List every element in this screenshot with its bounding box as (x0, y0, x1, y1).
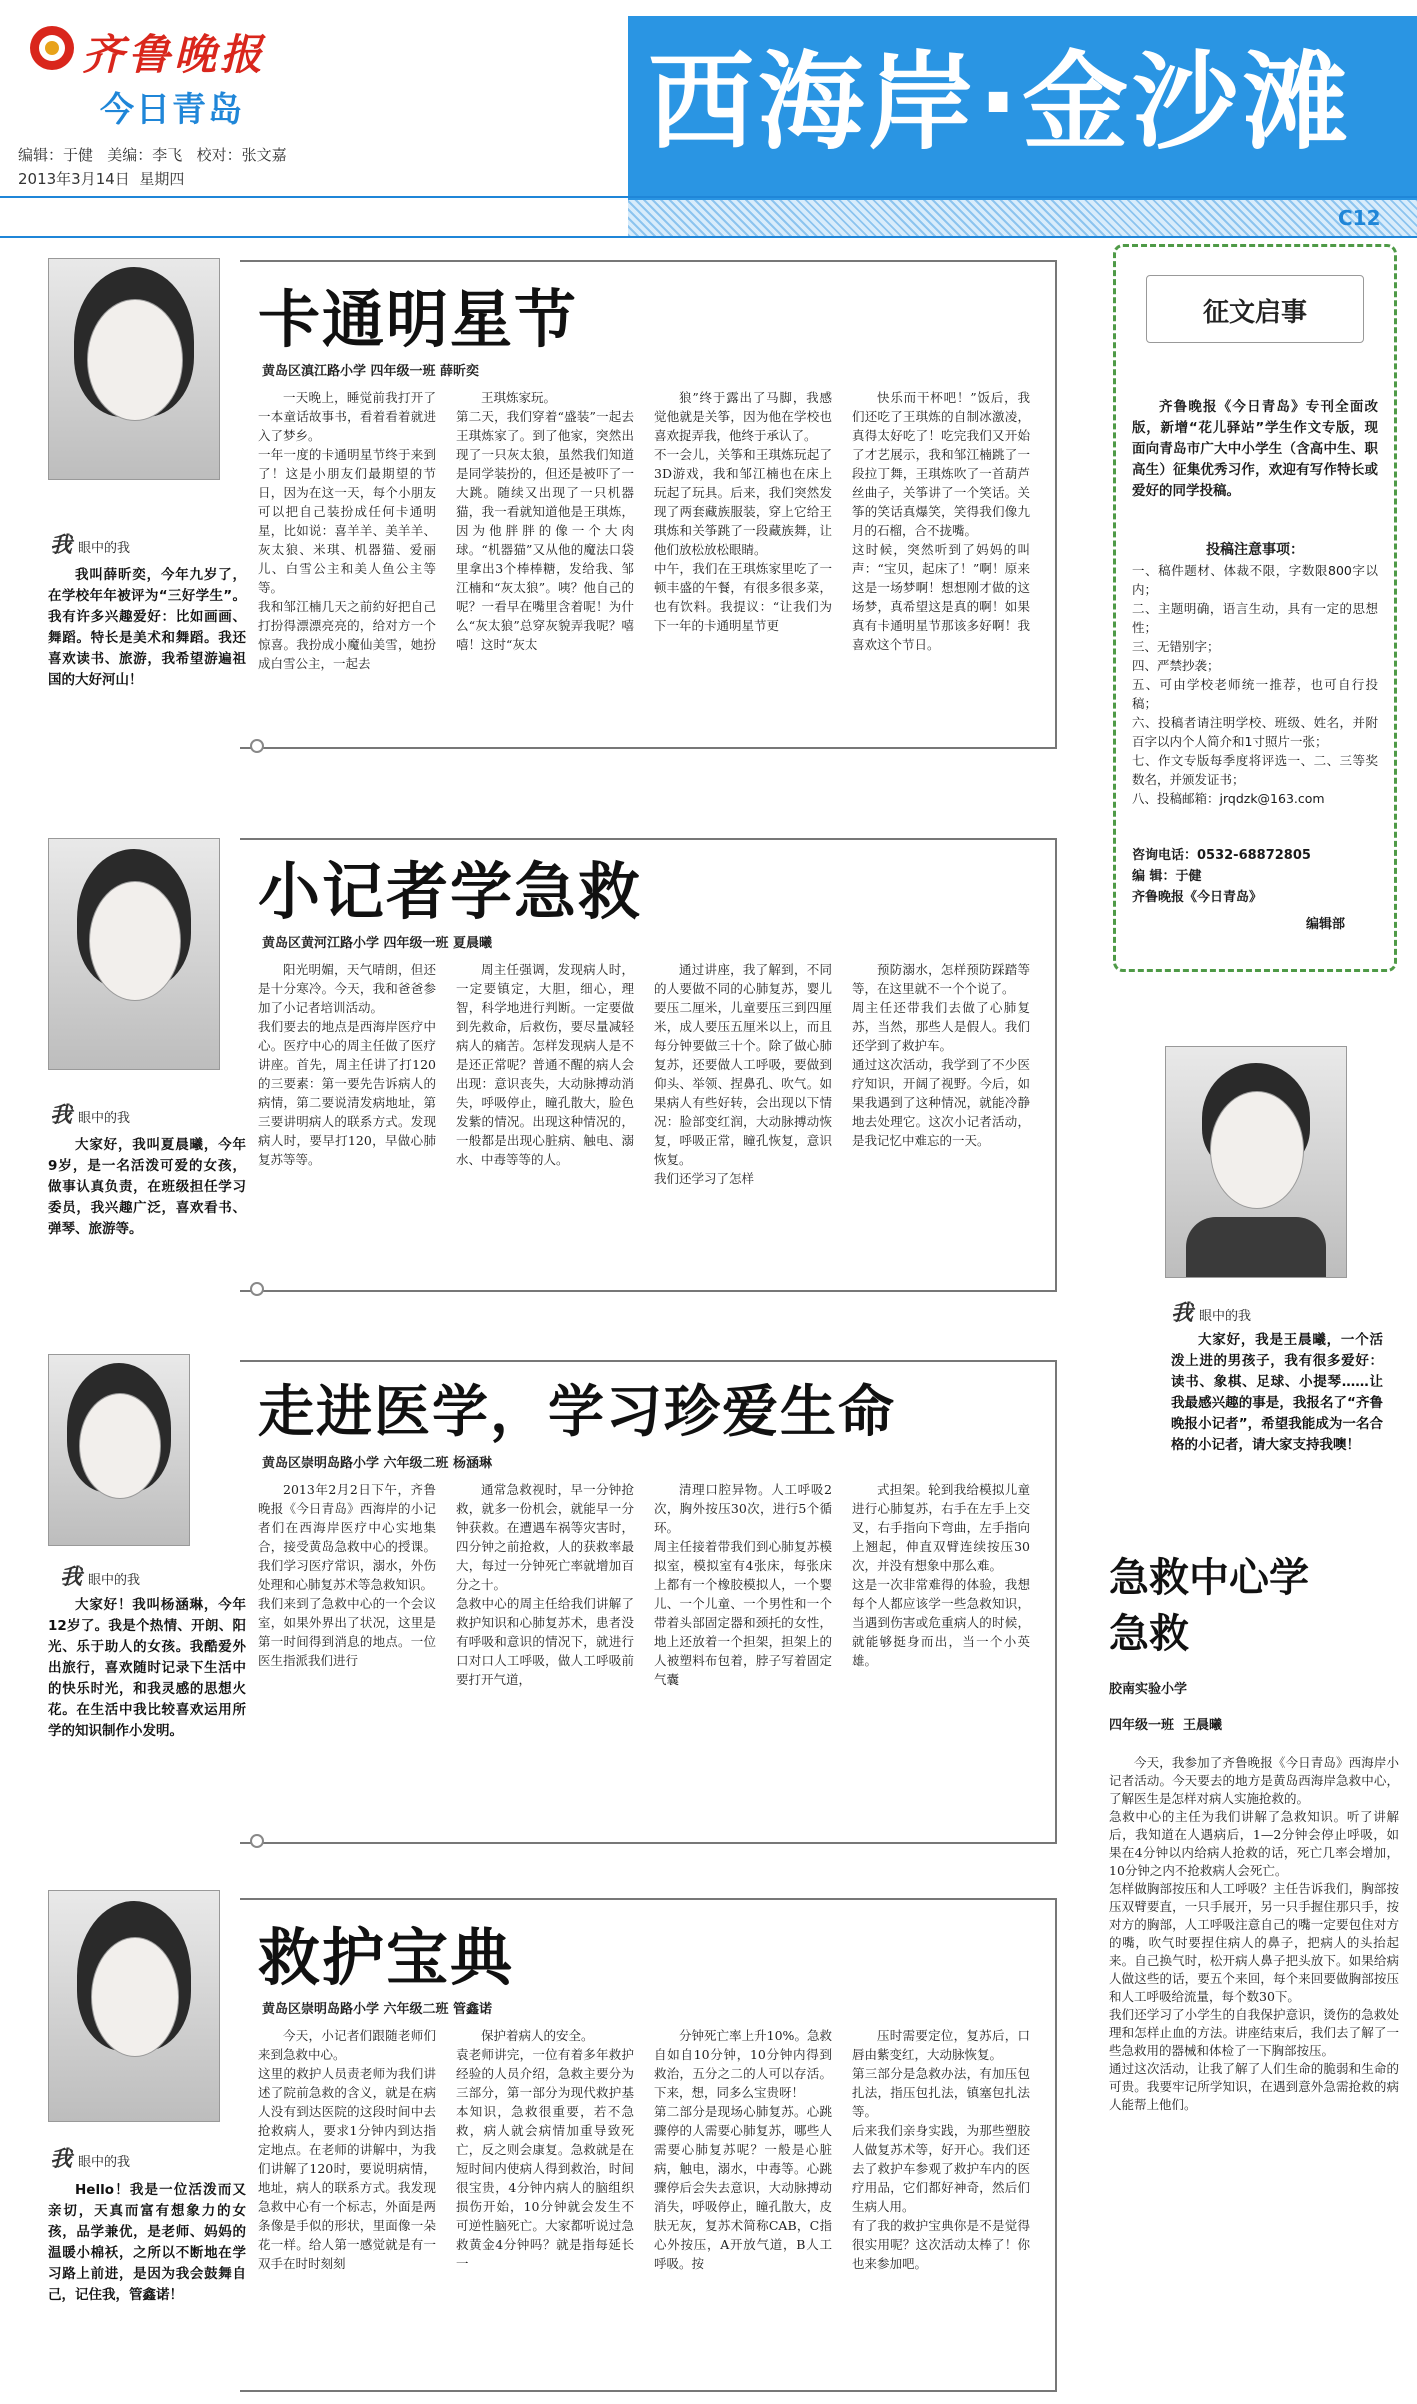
article-column: 通过讲座，我了解到，不同的人要做不同的心肺复苏，婴儿要压二厘米，儿童要压三到四厘米，成人要压五厘米以上，而且每分钟要做三十个。除了做心肺复苏，还要做人工呼吸，要做到仰头、举领、捏鼻孔、吹气。如果病人有些好转，会出现以下情况：脸部变红润，大动脉搏动恢复，呼吸正常，瞳孔恢复，意识恢复。 我们还学习了怎样 (654, 962, 832, 1186)
article-title: 救护宝典 (258, 1921, 515, 1994)
masthead (0, 0, 1417, 240)
author-intro: 我叫薛昕奕，今年九岁了，在学校年年被评为“三好学生”。我有许多兴趣爱好：比如画画、舞蹈。特长是美术和舞蹈。我还喜欢读书、旅游，我希望游遍祖国的大好河山！ (48, 567, 246, 688)
author-photo (48, 838, 220, 1070)
author-intro: Hello！我是一位活泼而又亲切，天真而富有想象力的女孩，品学兼优，是老师、妈妈的温暖小棉袄，之所以不断地在学习路上前进，是因为我会鼓舞自己，记住我，管鑫诺！ (48, 2182, 246, 2303)
header-stripe (628, 200, 1417, 236)
rules-title: 投稿注意事项： (1206, 542, 1304, 558)
article-byline: 黄岛区滇江路小学 四年级一班 薛昕奕 (262, 364, 480, 379)
my-eyes-label: 我眼中的我 (50, 2146, 131, 2172)
article-column: 2013年2月2日下午，齐鲁晚报《今日青岛》西海岸的小记者们在西海岸医疗中心实地集合，接受黄岛急救中心的授课。我们学习医疗常识，溺水，外伤处理和心肺复苏术等急救知识。 我们来到了急救中心的一个会议室，如果外界出了状况，这里是第一时间得到消息的地点。一位医生指派我们进行 (258, 1482, 436, 1668)
article-cartoon-star-festival (0, 240, 1090, 780)
notice-title-box (1146, 275, 1364, 343)
notice-body: 齐鲁晚报《今日青岛》专刊全面改版，新增“花儿驿站”学生作文专版，现面向青岛市广大中小学生（含高中生、职高生）征集优秀习作，欢迎有写作特长或爱好的同学投稿。 (1132, 399, 1378, 499)
editorial-dept: 编辑部 (1306, 917, 1346, 932)
section-header (628, 16, 1417, 200)
newspaper-logo (30, 22, 330, 82)
article-enter-medicine (0, 1340, 1090, 1860)
notice-title: 征文启事 (1202, 298, 1307, 328)
article-column: 预防溺水，怎样预防踩踏等等，在这里就不一个个说了。 周主任还带我们去做了心肺复苏，当然，那些人是假人。我们还学到了救护车。 通过这次活动，我学到了不少医疗知识，开阔了视野。今后，如果我遇到了这种情况，就能冷静地去处理它。这次小记者活动，是我记忆中难忘的一天。 (852, 962, 1030, 1148)
article-column: 周主任强调，发现病人时，一定要镇定，大胆，细心，理智，科学地进行判断。一定要做到先救命，后救伤，要尽量减轻病人的痛苦。怎样发现病人是不是还正常呢？普通不醒的病人会出现：意识丧失，大动脉搏动消失，呼吸停止，瞳孔散大，脸色发紫的情况。出现这种情况的，一般都是出现心脏病、触电、溺水、中毒等等的人。 (456, 962, 634, 1167)
edition-name: 今日青岛 (100, 90, 244, 130)
article-junior-reporter-first-aid (0, 820, 1090, 1310)
author-intro: 大家好！我叫杨涵琳，今年12岁了。我是个热情、开朗、阳光、乐于助人的女孩。我酷爱外出旅行，喜欢随时记录下生活中的快乐时光，和我灵感的思想火花。在生活中我比较喜欢运用所学的知识制作小发明。 (48, 1597, 246, 1739)
article-column: 阳光明媚，天气晴朗，但还是十分寒冷。今天，我和爸爸参加了小记者培训活动。 我们要去的地点是西海岸医疗中心。医疗中心的周主任做了医疗讲座。首先，周主任讲了打120的三要素：第一要先告诉病人的病情，第二要说清发病地址，第三要讲明病人的联系方式。发现病人时，要早打120，早做心肺复苏等等。 (258, 962, 436, 1167)
article-column: 式担架。轮到我给模拟儿童进行心肺复苏，右手在左手上交叉，右手指向下弯曲，左手指向上翘起，伸直双臂连续按压30次，并没有想象中那么难。 这是一次非常难得的体验，我想每个人都应该学一些急救知识，当遇到伤害或危重病人的时候，就能够挺身而出，当一个小英雄。 (852, 1482, 1030, 1668)
frame-bullet-icon (250, 1834, 264, 1848)
article-column: 通常急救视时，早一分钟抢救，就多一份机会，就能早一分钟获救。在遭遇车祸等灾害时，四分钟之前抢救，人的获救率最大，每过一分钟死亡率就增加百分之十。 急救中心的周主任给我们讲解了救护知识和心肺复苏术，患者没有呼吸和意识的情况下，就进行口对口人工呼吸，做人工呼吸前要打开气道， (456, 1482, 634, 1687)
article-column: 保护着病人的安全。 袁老师讲完，一位有着多年救护经验的人员介绍，急救主要分为三部分，第一部分为现代救护基本知识，急救很重要，若不急救，病人就会病情加重导致死亡，反之则会康复。急救就是在短时间内使病人得到救治，时间很宝贵，4分钟内病人的脑组织损伤开始，10分钟就会发生不可逆性脑死亡。大家都听说过急救黄金4分钟吗？就是指每延长一 (456, 2028, 634, 2271)
article-column: 王琪炼家玩。 第二天，我们穿着“盛装”一起去王琪炼家了。到了他家，突然出现了一只灰太狼，虽然我们知道是同学装扮的，但还是被吓了一大跳。随续又出现了一只机器猫，我一看就知道他是王琪炼，因为他胖胖的像一个大肉球。“机器猫”又从他的魔法口袋里拿出3个棒棒糖，发给我、邹江楠和“灰太狼”。咦？他自己的呢？一看早在嘴里含着呢！为什么“灰太狼”总穿灰貌弄我呢？嘻嘻！这时“灰太 (456, 390, 634, 652)
contact-info: 咨询电话：0532-68872805 编 辑：于健 齐鲁晚报《今日青岛》 (1132, 848, 1311, 905)
sidebar-article-byline: 四年级一班 王晨曦 (1109, 1718, 1223, 1733)
submission-notice (1113, 244, 1397, 972)
frame-bullet-icon (250, 1282, 264, 1296)
article-column: 今天，小记者们跟随老师们来到急救中心。 这里的救护人员责老师为我们讲述了院前急救的含义，就是在病人没有到达医院的这段时间中去抢救病人，要求1分钟内到达指定地点。在老师的讲解中，为我们讲解了120时，要说明病情，地址，病人的联系方式。我发现急救中心有一个标志，外面是两条像是手似的形状，里面像一朵花一样。给人第一感觉就是有一双手在时时刻刻 (258, 2028, 436, 2271)
header-rule (0, 196, 1417, 198)
author-photo (48, 258, 220, 480)
sidebar-article-title: 急救中心学急救 (1109, 1555, 1309, 1657)
section-title: 西海岸·金沙滩 (648, 41, 1353, 164)
my-eyes-label: 我眼中的我 (50, 532, 131, 558)
article-title: 小记者学急救 (258, 855, 643, 928)
my-eyes-label: 我眼中的我 (50, 1102, 131, 1128)
author-photo (48, 1354, 190, 1546)
logo-swirl-icon (30, 26, 74, 70)
article-column: 狼”终于露出了马脚，我感觉他就是关筝，因为他在学校也喜欢捉弄我，他终于承认了。 不一会儿，关筝和王琪炼玩起了3D游戏，我和邹江楠也在床上玩起了玩具。后来，我们突然发现了两套藏族服装，穿上它给王琪炼和关筝跳了一段藏族舞，让他们放松放松眼睛。 中午，我们在王琪炼家里吃了一顿丰盛的午餐，有很多很多菜，也有饮料。我提议：“让我们为下一年的卡通明星节更 (654, 390, 832, 633)
my-eyes-label: 我眼中的我 (1171, 1300, 1252, 1326)
my-eyes-label: 我眼中的我 (60, 1564, 141, 1590)
article-column: 清理口腔异物。人工呼吸2次，胸外按压30次，进行5个循环。 周主任接着带我们到心肺复苏模拟室，模拟室有4张床，每张床上都有一个橡胶模拟人，一个婴儿、一个儿童、一个男性和一个带着头部固定器和颈托的女性，地上还放着一个担架，担架上的人被塑料布包着，脖子写着固定气囊 (654, 1482, 832, 1687)
article-byline: 黄岛区崇明岛路小学 六年级二班 管鑫诺 (262, 2002, 493, 2017)
article-column: 压时需要定位，复苏后，口唇由紫变红，大动脉恢复。 第三部分是急救办法，有加压包扎法，指压包扎法，镇塞包扎法等。 后来我们亲身实践，为那些塑胶人做复苏术等，好开心。我们还去了救护车参观了救护车内的医疗用品，它们都好神奇，然后们生病人用。 有了我的救护宝典你是不是觉得很实用呢？这次活动太棒了！你也来参加吧。 (852, 2028, 1030, 2271)
editor-credits: 编辑：于健 美编：李飞 校对：张文嘉 (18, 146, 287, 164)
author-intro: 大家好，我是王晨曦，一个活泼上进的男孩子，我有很多爱好：读书、象棋、足球、小提琴……让我最感兴趣的事是，我报名了“齐鲁晚报小记者”，希望我能成为一名合格的小记者，请大家支持我噢！ (1171, 1332, 1383, 1453)
article-column: 分钟死亡率上升10%。急救自如自10分钟，10分钟内得到救治，五分之二的人可以存活。下来，想，同多么宝贵呀！ 第二部分是现场心肺复苏。心跳骤停的人需要心肺复苏，哪些人需要心肺复苏呢？一般是心脏病，触电，溺水，中毒等。心跳骤停后会失去意识，大动脉搏动消失，呼吸停止，瞳孔散大，皮肤无灰，复苏术简称CAB，C指心外按压，A开放气道，B人工呼吸。按 (654, 2028, 832, 2271)
header-bottom-rule (0, 236, 1417, 238)
logo-text: 齐鲁晚报 (82, 30, 267, 79)
issue-date: 2013年3月14日 星期四 (18, 170, 185, 188)
article-column: 快乐而干杯吧！”饭后，我们还吃了王琪炼的自制冰激凌，真得太好吃了！吃完我们又开始了才艺展示，我和邹江楠跳了一段拉丁舞，王琪炼吹了一首葫芦丝曲子，关筝讲了一个笑话。关筝的笑话真爆笑，笑得我们像九月的石榴，合不拢嘴。 这时候，突然听到了妈妈的叫声：“宝贝，起床了！”啊！原来这是一场梦啊！想想刚才做的这场梦，真希望这是真的啊！如果真有卡通明星节那该多好啊！我喜欢这个节日。 (852, 390, 1030, 652)
article-byline: 黄岛区崇明岛路小学 六年级二班 杨涵琳 (262, 1456, 493, 1471)
sidebar-article-body: 今天，我参加了齐鲁晚报《今日青岛》西海岸小记者活动。今天要去的地方是黄岛西海岸急救中心，了解医生是怎样对病人实施抢救的。 急救中心的主任为我们讲解了急救知识。听了讲解后，我知道在人遇病后，1—2分钟会停止呼吸，如果在4分钟以内给病人抢救的话，死亡几率会增加，10分钟之内不抢救病人会死亡。 怎样做胸部按压和人工呼吸？主任告诉我们，胸部按压双臂要直，一只手展开，另一只手握住那只手，按对方的胸部，人工呼吸注意自己的嘴一定要包住对方的嘴，吹气时要捏住病人的鼻子，把病人的头抬起来。自己换气时，松开病人鼻子把头放下。如果给病人做这些的话，要五个来回，每个来回要做胸部按压和人工呼吸给流量，每个数30下。 我们还学习了小学生的自我保护意识，烫伤的急救处理和怎样止血的方法。讲座结束后，我们去了解了一些急救用的器械和体检了一下胸部按压。 通过这次活动，让我了解了人们生命的脆弱和生命的可贵。我要牢记所学知识，在遇到意外急需抢救的病人能帮上他们。 (1109, 1755, 1399, 2112)
author-photo (48, 1890, 220, 2122)
article-column: 一天晚上，睡觉前我打开了一本童话故事书，看着看着就进入了梦乡。 一年一度的卡通明星节终于来到了！这是小朋友们最期望的节日，因为在这一天，每个小朋友可以把自己装扮成任何卡通明星，比如说：喜羊羊、美羊羊、灰太狼、米琪、机器猫、爱丽儿、白雪公主和美人鱼公主等等。 我和邹江楠几天之前約好把自己打扮得漂漂亮亮的，给对方一个惊喜。我扮成小魔仙美雪，她扮成白雪公主，一起去 (258, 390, 436, 671)
article-title: 卡通明星节 (258, 283, 579, 356)
article-first-aid-guide (0, 1880, 1090, 2400)
frame-bullet-icon (250, 739, 264, 753)
page-number: C12 (1338, 206, 1381, 230)
article-byline: 黄岛区黄河江路小学 四年级一班 夏晨曦 (262, 936, 493, 951)
author-photo (1165, 1046, 1347, 1278)
rules-list: 一、稿件题材、体裁不限，字数限800字以内； 二、主题明确，语言生动，具有一定的思想性； 三、无错别字； 四、严禁抄袭； 五、可由学校老师统一推荐，也可自行投稿； 六、投稿者请注明学校、班级、姓名，并附百字以内个人简介和1寸照片一张； 七、作文专版每季度将评选一、二、三等奖数名，并颁发证书； 八、投稿邮箱：jrqdzk@163.com (1132, 563, 1378, 806)
article-title: 走进医学，学习珍爱生命 (258, 1380, 896, 1445)
author-intro: 大家好，我叫夏晨曦，今年9岁，是一名活泼可爱的女孩，做事认真负责，在班级担任学习委员，我兴趣广泛，喜欢看书、弹琴、旅游等。 (48, 1137, 246, 1237)
sidebar-article-school: 胶南实验小学 (1109, 1682, 1188, 1697)
sidebar (1095, 240, 1417, 2404)
